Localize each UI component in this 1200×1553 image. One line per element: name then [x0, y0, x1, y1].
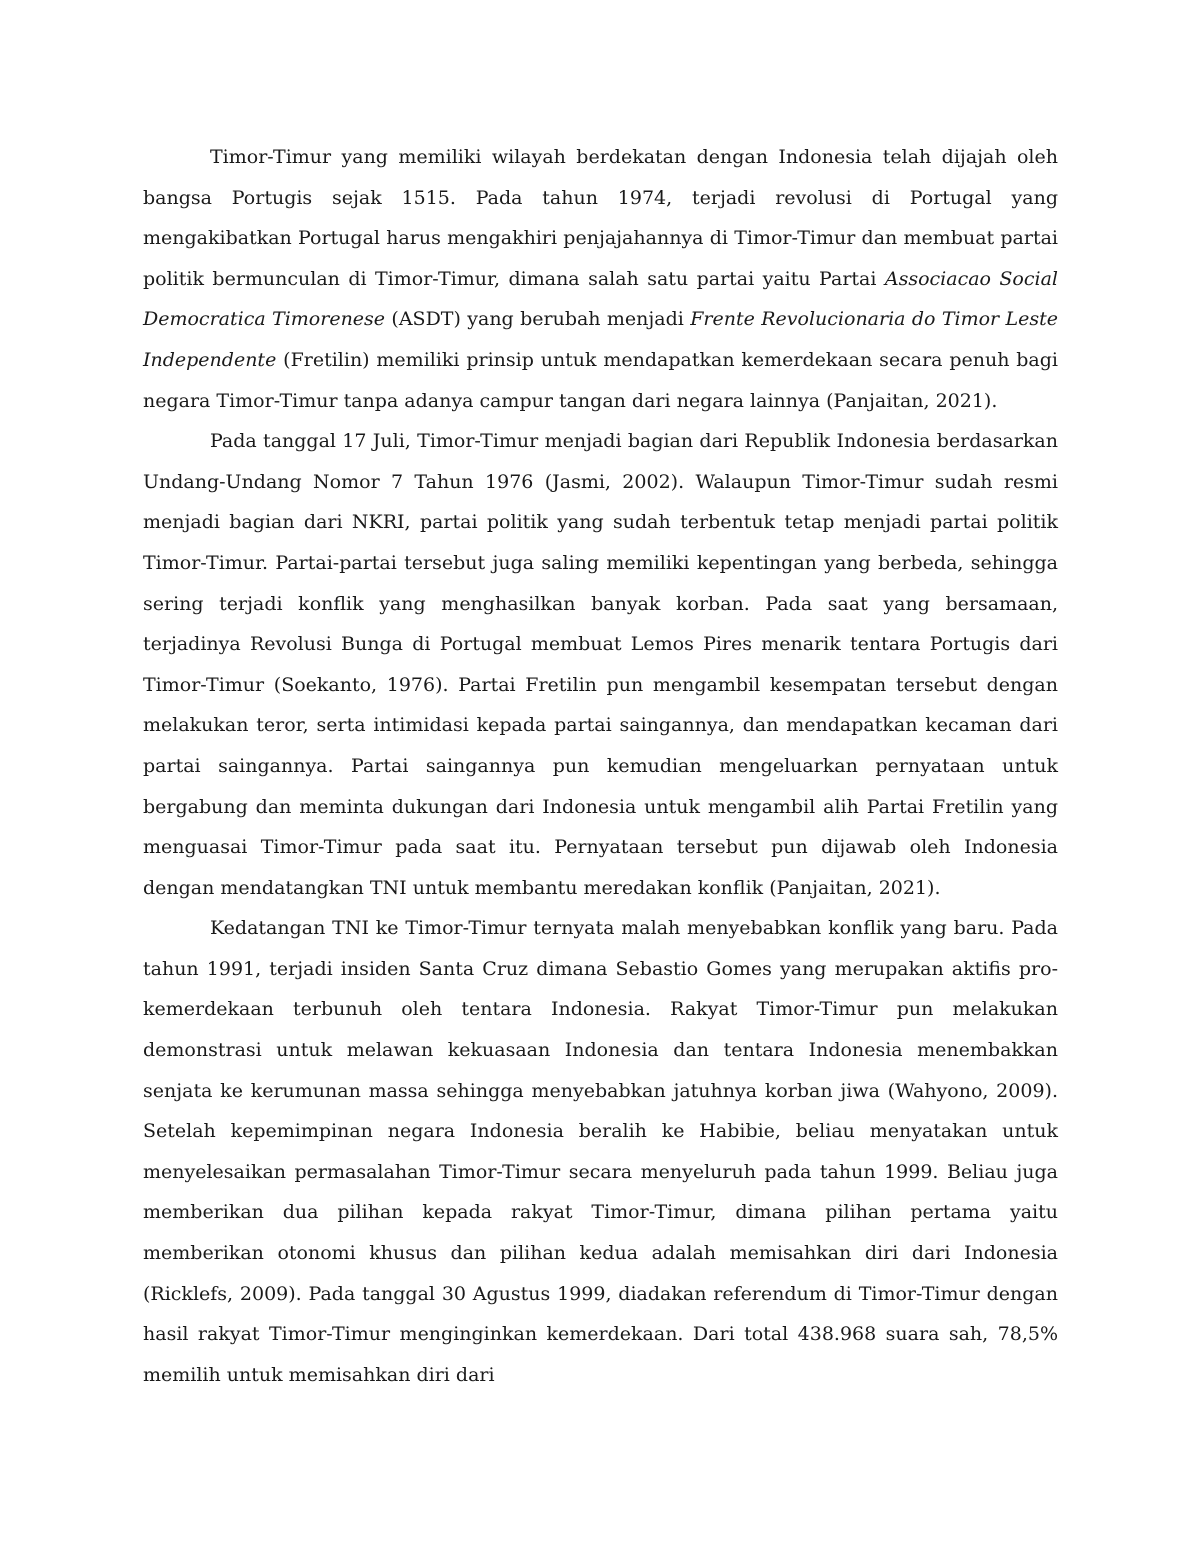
paragraph-1-run-2-italic: Associacao Social Democratica Timorenese [143, 267, 1058, 331]
paragraph-1-run-5: (Fretilin) memiliki prinsip untuk mendapatkan kemerdekaan secara penuh bagi negara Timor-Timur tanpa adanya campur tangan dari negara lainnya (Panjaitan, 2021). [143, 348, 1058, 412]
paragraph-3 [143, 908, 1058, 1395]
paragraph-2-run-1: Pada tanggal 17 Juli, Timor-Timur menjadi bagian dari Republik Indonesia berdasarkan Undang-Undang Nomor 7 Tahun 1976 (Jasmi, 2002). Walaupun Timor-Timur sudah resmi menjadi bagian dari NKRI, partai politik yang sudah terbentuk tetap menjadi partai politik Timor-Timur. Partai-partai tersebut juga saling memiliki kepentingan yang berbeda, sehingga sering terjadi konflik yang menghasilkan banyak korban. Pada saat yang bersamaan, terjadinya Revolusi Bunga di Portugal membuat Lemos Pires menarik tentara Portugis dari Timor-Timur (Soekanto, 1976). Partai Fretilin pun mengambil kesempatan tersebut dengan melakukan teror, serta intimidasi kepada partai saingannya, dan mendapatkan kecaman dari partai saingannya. Partai saingannya pun kemudian mengeluarkan pernyataan untuk bergabung dan meminta dukungan dari Indonesia untuk mengambil alih Partai Fretilin yang menguasai Timor-Timur pada saat itu. Pernyataan tersebut pun dijawab oleh Indonesia dengan mendatangkan TNI untuk membantu meredakan konflik (Panjaitan, 2021). [143, 430, 1058, 899]
paragraph-1 [143, 137, 1058, 421]
paragraph-2 [143, 421, 1058, 908]
paragraph-1-run-3: (ASDT) yang berubah menjadi [385, 308, 691, 331]
paragraph-3-run-1: Kedatangan TNI ke Timor-Timur ternyata malah menyebabkan konflik yang baru. Pada tahun 1991, terjadi insiden Santa Cruz dimana Sebastio Gomes yang merupakan aktifis pro-kemerdekaan terbunuh oleh tentara Indonesia. Rakyat Timor-Timur pun melakukan demonstrasi untuk melawan kekuasaan Indonesia dan tentara Indonesia menembakkan senjata ke kerumunan massa sehingga menyebabkan jatuhnya korban jiwa (Wahyono, 2009). Setelah kepemimpinan negara Indonesia beralih ke Habibie, beliau menyatakan untuk menyelesaikan permasalahan Timor-Timur secara menyeluruh pada tahun 1999. Beliau juga memberikan dua pilihan kepada rakyat Timor-Timur, dimana pilihan pertama yaitu memberikan otonomi khusus dan pilihan kedua adalah memisahkan diri dari Indonesia (Ricklefs, 2009). Pada tanggal 30 Agustus 1999, diadakan referendum di Timor-Timur dengan hasil rakyat Timor-Timur menginginkan kemerdekaan. Dari total 438.968 suara sah, 78,5% memilih untuk memisahkan diri dari [143, 917, 1058, 1386]
paragraph-1-run-4-italic: Frente Revolucionaria do Timor Leste Independente [143, 308, 1058, 371]
body-text [143, 137, 1058, 1395]
paragraph-1-run-1: Timor-Timur yang memiliki wilayah berdekatan dengan Indonesia telah dijajah oleh bangsa Portugis sejak 1515. Pada tahun 1974, terjadi revolusi di Portugal yang mengakibatkan Portugal harus mengakhiri penjajahannya di Timor-Timur dan membuat partai politik bermunculan di Timor-Timur, dimana salah satu partai yaitu Partai [143, 146, 1058, 290]
